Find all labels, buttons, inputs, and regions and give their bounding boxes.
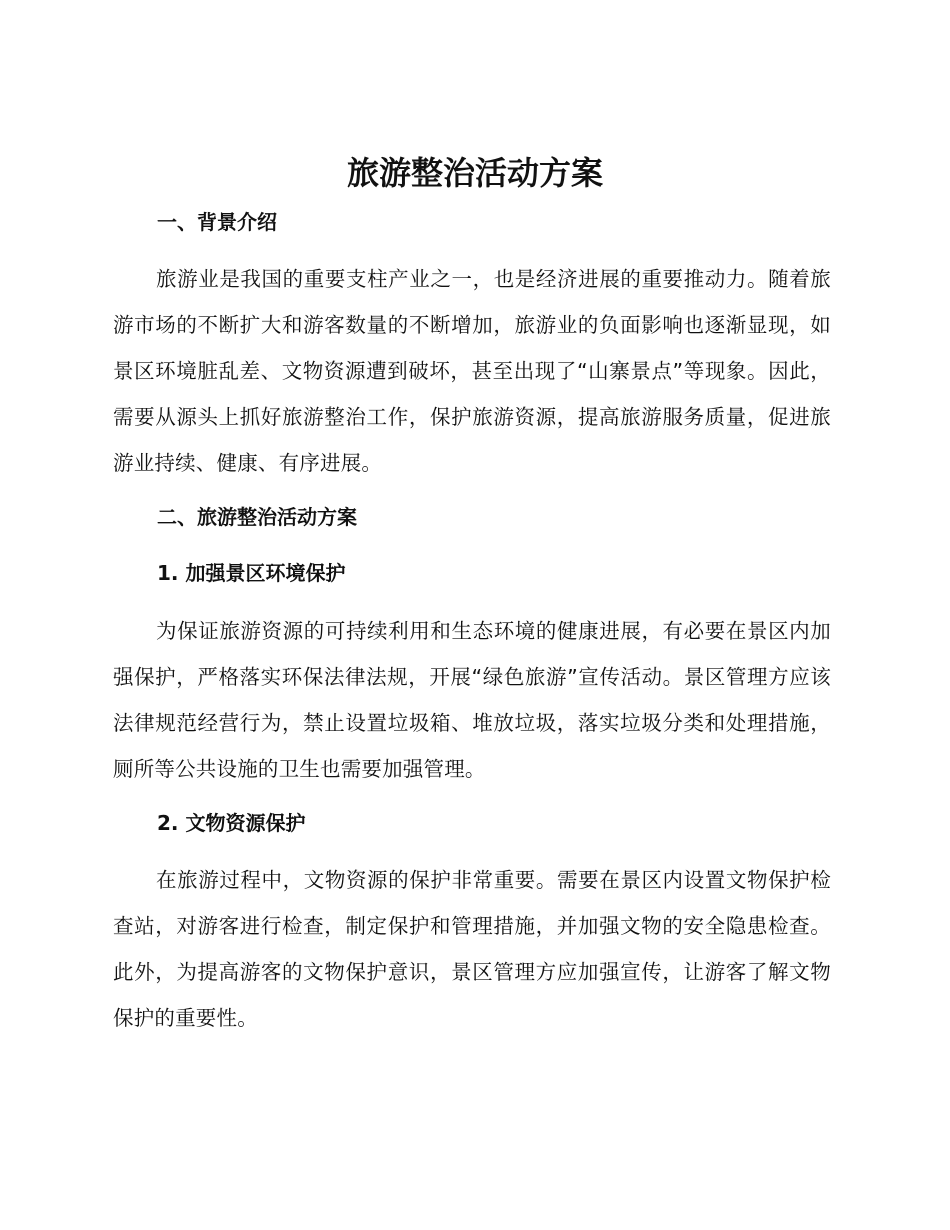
subheading-environment: 1. 加强景区环境保护: [157, 561, 346, 585]
paragraph-environment: 为保证旅游资源的可持续利用和生态环境的健康进展，有必要在景区内加强保护，严格落实环保法律法规，开展“绿色旅游”宣传活动。景区管理方应该法律规范经营行为，禁止设置垃圾箱、堆放垃圾，落实垃圾分类和处理措施，厕所等公共设施的卫生也需要加强管理。: [113, 619, 831, 781]
document-title: 旅游整治活动方案: [346, 154, 603, 192]
section-heading-plan: 二、旅游整治活动方案: [157, 505, 357, 529]
paragraph-heritage: 在旅游过程中，文物资源的保护非常重要。需要在景区内设置文物保护检查站，对游客进行检查，制定保护和管理措施，并加强文物的安全隐患检查。此外，为提高游客的文物保护意识，景区管理方应加强宣传，让游客了解文物保护的重要性。: [113, 868, 831, 1030]
paragraph-background: 旅游业是我国的重要支柱产业之一，也是经济进展的重要推动力。随着旅游市场的不断扩大和游客数量的不断增加，旅游业的负面影响也逐渐显现，如景区环境脏乱差、文物资源遭到破坏，甚至出现了“山寨景点”等现象。因此，需要从源头上抓好旅游整治工作，保护旅游资源，提高旅游服务质量，促进旅游业持续、健康、有序进展。: [113, 267, 831, 475]
subheading-heritage: 2. 文物资源保护: [157, 811, 306, 835]
section-heading-background: 一、背景介绍: [157, 210, 277, 234]
